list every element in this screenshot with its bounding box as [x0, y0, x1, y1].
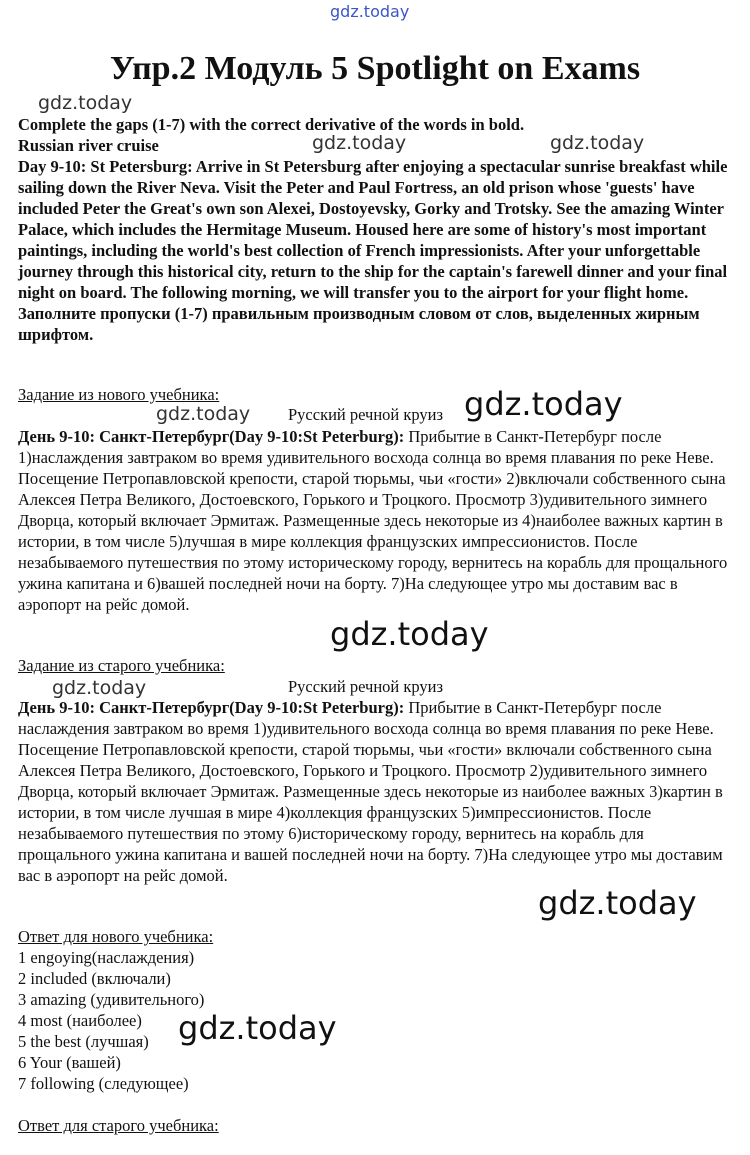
answer-item: 5 the best (лучшая) — [18, 1032, 149, 1051]
old-book-text — [18, 697, 730, 886]
watermark: gdz.today — [178, 1009, 337, 1047]
watermark: gdz.today — [330, 615, 489, 653]
old-book-lead: День 9-10: Санкт-Петербург(Day 9-10:St Peterburg): — [18, 698, 405, 717]
watermark: gdz.today — [312, 132, 407, 154]
subtitle-en: Russian river cruise — [18, 136, 159, 155]
new-book-body: Прибытие в Санкт-Петербург после 1)наслаждения завтраком во время удивительного восхода солнца во время плавания по реке Неве. Посещение Петропавловской крепости, старой тюрьмы, чьи «гости» 2)включали собственного сына Алексея Петра Великого, Достоевского, Горького и Троцкого. Просмотр 3)удивительного зимнего Дворца, который включает Эрмитаж. Размещенные здесь некоторые из 4)наиболее важных картин в истории, в том числе 5)лучшая в мире коллекция французских импрессионистов. После незабываемого путешествия по этому историческому городу, вернитесь на корабль для прощального ужина капитана и 6)вашей последней ночи на борту. 7)На следующее утро мы доставим вас в аэропорт на рейс домой. — [18, 427, 728, 614]
old-book-title: Русский речной круиз — [288, 677, 444, 696]
watermark: gdz.today — [38, 92, 133, 114]
new-book-text — [18, 426, 730, 615]
answer-item: 6 Your (вашей) — [18, 1053, 121, 1072]
new-book-title: Русский речной круиз — [288, 405, 444, 424]
text-en-part2: Palace, which includes the Hermitage Museum. Housed here are some of history's most important paintings, including the world's best collection of French impressionists. After your unforgettable journey through this historical city, return to the ship for the captain's farewell dinner and your final night on board. The following morning, we will transfer you to the airport for your flight home. — [18, 220, 728, 302]
instruction-ru: Заполните пропуски (1-7) правильным производным словом от слов, выделенных жирным шрифтом. — [18, 304, 700, 344]
instruction-en: Complete the gaps (1-7) with the correct derivative of the words in bold. — [18, 115, 525, 134]
watermark: gdz.today — [550, 132, 645, 154]
watermark: gdz.today — [52, 677, 147, 699]
old-book-heading: Задание из старого учебника: — [18, 656, 225, 675]
answer-item: 2 included (включали) — [18, 969, 171, 988]
watermark: gdz.today — [464, 385, 623, 423]
answers-new-heading: Ответ для нового учебника: — [18, 927, 214, 946]
page-title: Упр.2 Модуль 5 Spotlight on Exams — [109, 50, 641, 87]
text-en-part1: Day 9-10: St Petersburg: Arrive in St Petersburg after enjoying a spectacular sunrise breakfast while sailing down the River Neva. Visit the Peter and Paul Fortress, an old prison whose 'guests' have included Peter the Great's own son Alexei, Dostoyevsky, Gorky and Trotsky. See the amazing Winter — [18, 157, 728, 218]
answer-item: 3 amazing (удивительного) — [18, 990, 205, 1009]
answer-item: 7 following (следующее) — [18, 1074, 189, 1093]
english-task — [18, 114, 730, 345]
new-book-lead: День 9-10: Санкт-Петербург(Day 9-10:St Peterburg): — [18, 427, 405, 446]
new-book-heading: Задание из нового учебника: — [18, 385, 220, 404]
answer-item: 1 engoying(наслаждения) — [18, 948, 195, 967]
old-book-body: Прибытие в Санкт-Петербург после наслаждения завтраком во время 1)удивительного восхода солнца во время плавания по реке Неве. Посещение Петропавловской крепости, старой тюрьмы, чьи «гости» включали собственного сына Алексея Петра Великого, Достоевского, Горького и Троцкого. Просмотр 2)удивительного зимнего Дворца, который включает Эрмитаж. Размещенные здесь некоторые из наиболее важных 3)картин в истории, в том числе лучшая в мире 4)коллекция французских 5)импрессионистов. После незабываемого путешествия по этому 6)историческому городу, вернитесь на корабль для прощального ужина капитана и вашей последней ночи на борту. 7)На следующее утро мы доставим вас в аэропорт на рейс домой. — [18, 698, 723, 885]
answers-old-heading: Ответ для старого учебника: — [18, 1116, 219, 1135]
answer-item: 4 most (наиболее) — [18, 1011, 142, 1030]
watermark: gdz.today — [156, 403, 251, 425]
watermark: gdz.today — [330, 2, 410, 21]
watermark: gdz.today — [538, 884, 697, 922]
